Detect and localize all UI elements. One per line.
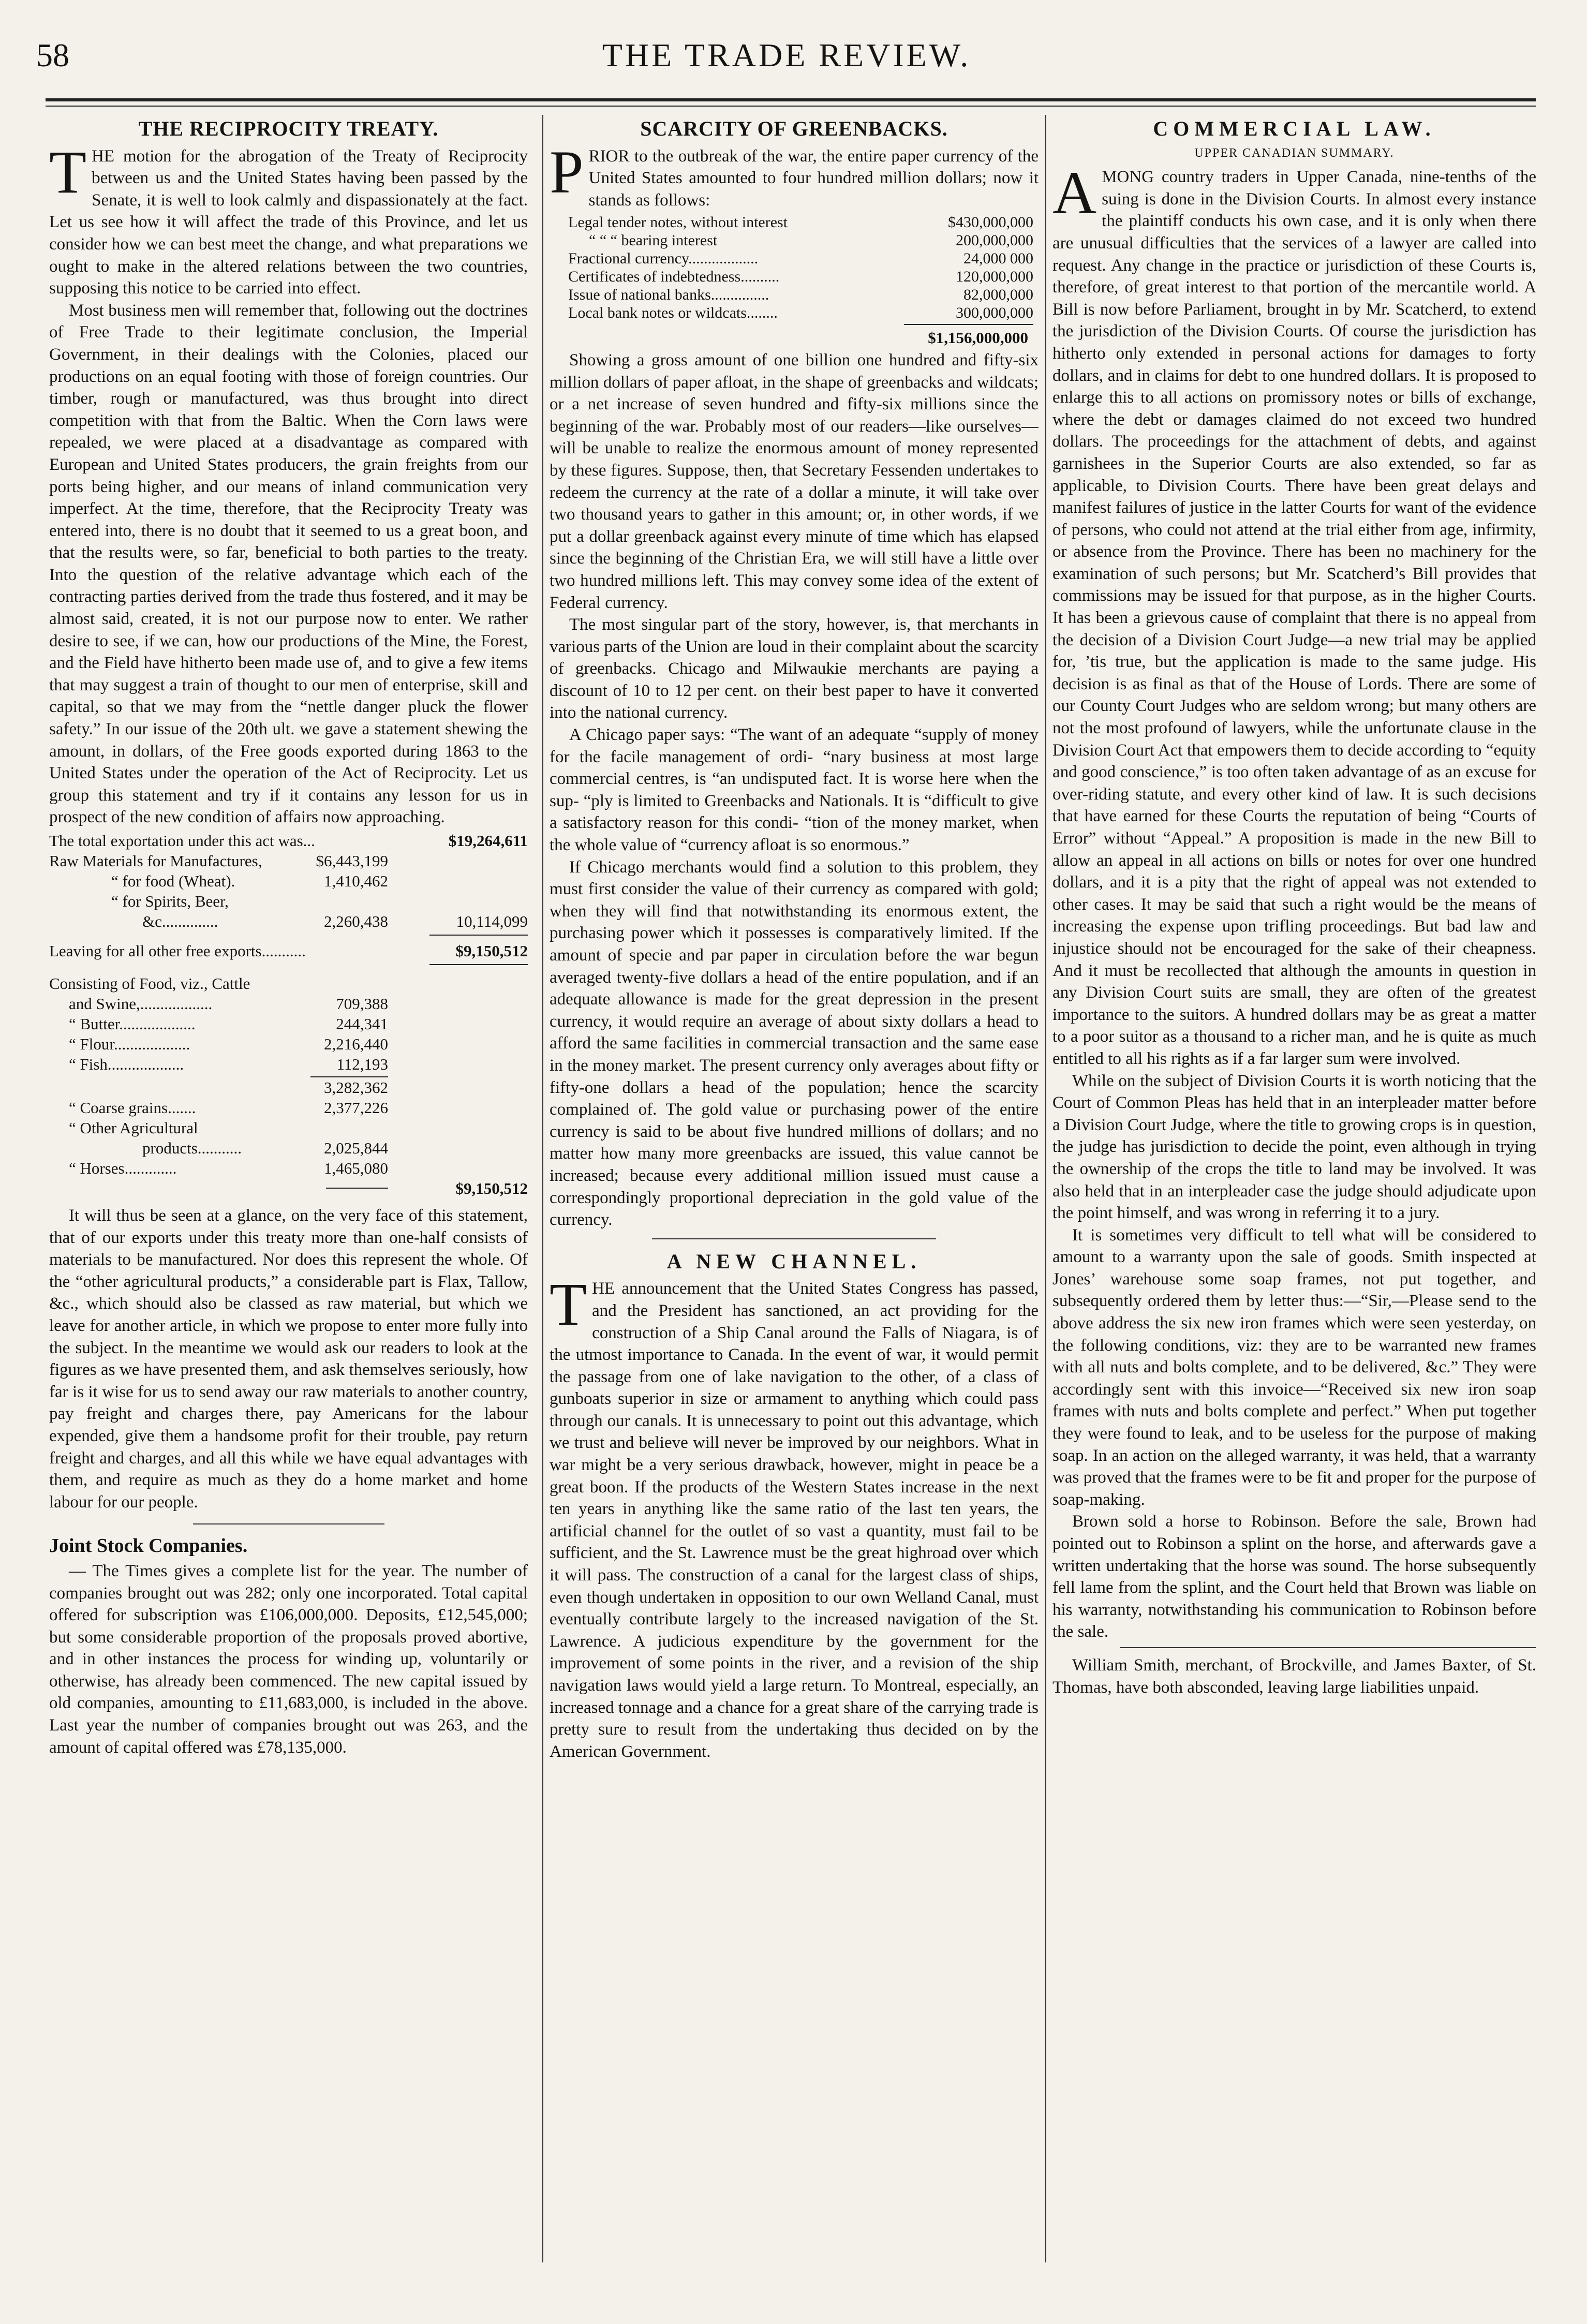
article-paragraph: William Smith, merchant, of Brockville, and James Baxter, of St. Thomas, have both absconded, leaving large liabilities unpaid. [1052, 1655, 1536, 1697]
column-divider [542, 115, 543, 2262]
ledger-row: Local bank notes or wildcats........ 300,000,000 [568, 304, 1033, 322]
column-left [49, 118, 528, 2266]
table-row: The total exportation under this act was... $19,264,611 [49, 832, 528, 850]
article-paragraph: PRIOR to the outbreak of the war, the entire paper currency of the United States amounted to four hundred million dollars; now it stands as follows: [550, 138, 1039, 210]
table-row: $9,150,512 [49, 1178, 528, 1198]
section-separator [652, 1238, 936, 1239]
ledger-rule [904, 324, 1033, 325]
table-row: “ Butter................... 244,341 [69, 1015, 388, 1033]
section-separator [193, 1523, 384, 1524]
table-row: Raw Materials for Manufactures, $6,443,199 [49, 852, 388, 870]
table-row: “ for Spirits, Beer, [111, 892, 229, 910]
table-row: Leaving for all other free exports........... $9,150,512 [49, 942, 528, 960]
table-row: 3,282,362 [324, 1078, 388, 1097]
page-header [36, 36, 1537, 88]
table-row: and Swine,.................. 709,388 [69, 995, 388, 1013]
ledger-row: Fractional currency.................. 24,000 000 [568, 250, 1033, 268]
section-separator [1120, 1647, 1536, 1648]
ledger-row: Issue of national banks............... 82,000,000 [568, 286, 1033, 304]
drop-cap: A [1052, 159, 1097, 227]
header-rule-thick [46, 98, 1536, 101]
article-paragraph: AMONG country traders in Upper Canada, nine-tenths of the suing is done in the Division Courts. In almost every instance the plaintiff conducts his own case, and it is only when there are unusual difficulties that the services of a lawyer are called into request. Any change in the practice or jurisdiction of these Courts is, therefore, of great interest to that portion of the mercantile world. A Bill is now before Parliament, brought in by Mr. Scatcherd, to extend the jurisdiction of the Division Courts. Of course the jurisdiction has hitherto only extended in personal actions for damages to forty dollars, and in claims for debt to one hundred dollars. It is proposed to enlarge this to all actions on promissory notes or bills of exchange, where the debt or damages claimed do not exceed two hundred dollars. The proceedings for the attachment of debts, and against garnishees in the Superior Courts are also extended, so far as applicable, to Division Courts. There have been great delays and manifest failures of justice in the latter Courts for want of the evidence of persons, who could not attend at the trial either from age, infirmity, or absence from the Province. There has been no machinery for the examination of such persons; but Mr. Scatcherd’s Bill provides that commissions may be issued for that purpose, as in the higher Courts. It has been a grievous cause of complaint that there is no appeal from the decision of a Division Court Judge—a new trial may be applied for, ’tis true, but the application is made to the same judge. His decision is as final as that of the House of Lords. There are some of our County Court Judges who are seldom wrong; but many others are not the most profound of lawyers, while the unfortunate clause in the Division Court Act that empowers them to decide according to “equity and good conscience,” is too often taken advantage of as an excuse for over-riding statute, and every other kind of law. It is such decisions that have earned for these Courts the reputation of being “Courts of Error” without “Appeal.” A proposition is made in the new Bill to allow an appeal in all actions on bills or notes for over one hundred dollars, and it is a pity that the right of appeal was not extended to other cases. It may be said that such a right would be the means of increasing the expense upon trifling proceedings. But bad law and injustice should not be encouraged for the sake of their cheapness. And it must be recollected that although the amounts in question in any Division Court suits are small, they are often of the greatest importance to the suitors. A hundred dollars may be as great a matter to a poor suitor as a thousand to a richer man, and he is quite as much entitled to all his rights as if a far larger sum were involved. [1052, 159, 1536, 1068]
ledger-row: “ “ “ bearing interest 200,000,000 [589, 232, 1033, 249]
table-rule [429, 935, 528, 936]
article-title-commercial-law: COMMERCIAL LAW. [1153, 118, 1436, 140]
article-paragraph: It will thus be seen at a glance, on the very face of this statement, that of our exports under this treaty more than one-half consists of materials to be manufactured. Nor does this represent the whole. Of the “other agricultural products,” a considerable part is Flax, Tallow, &c., which should also be classed as raw material, but which we leave for another article, in which we propose to enter more fully into the subject. In the meantime we would ask our readers to look at the figures as we have presented them, and ask themselves seriously, how far is it wise for us to send away our raw materials to another country, pay freight and charges there, pay Americans for the labour expended, give them a handsome profit for their trouble, pay return freight and charges, and all this while we have equal advantages with them, and require as much as they do a home market and home labour for our people. [49, 1206, 528, 1512]
article-paragraph: Brown sold a horse to Robinson. Before the sale, Brown had pointed out to Robinson a splint on the horse, and afterwards gave a written undertaking that the horse was sound. The horse subsequently fell lame from the splint, and the Court held that Brown was liable on his warranty, notwithstanding his communication to Robinson before the sale. [1052, 1512, 1536, 1641]
article-paragraph: THE announcement that the United States Congress has passed, and the President has sanctioned, an act providing for the construction of a Ship Canal around the Falls of Niagara, is of the utmost importance to Canada. In the event of war, it would permit the passage from one of lake navigation to the other, of a class of gunboats superior in size or armament to anything which could pass through our canals. It is unnecessary to point out this advantage, which we trust and believe will never be improved by our neighbors. What in war might be a very serious drawback, however, might in peace be a great boon. If the products of the Western States increase in the next ten years in anything like the same ratio of the last ten years, the artificial channel for the outlet of so vast a quantity, must fail to be sufficient, and the St. Lawrence must be the great highroad over which it will pass. The construction of a canal for the largest class of ships, even though undertaken in opposition to our own Welland Canal, must eventually contribute largely to the increased navigation of the St. Lawrence. A judicious expenditure by the government for the improvement of some points in the river, and a revision of the ship navigation laws would yield a large return. To Montreal, especially, an increased tonnage and a chance for a great share of the carrying trade is pretty sure to result from the undertaking thus decided on by the American Government. [550, 1270, 1039, 1761]
article-paragraph: Most business men will remember that, following out the doctrines of Free Trade to their legitimate conclusion, the Imperial Government, in their dealings with the Colonies, placed our productions on an equal footing with those of foreign countries. Our timber, rough or manufactured, was thus brought into direct competition with that from the Baltic. When the Corn laws were repealed, we were placed at a disadvantage as compared with European and United States producers, the grain freights from our ports being higher, and our means of inland communication very imperfect. At the time, therefore, that the Reciprocity Treaty was entered into, there is no doubt that it seemed to us a great boon, and that the results were, so far, beneficial to both parties to the treaty. Into the question of the relative advantage which each of the contracting parties derived from the trade thus fostered, and it may be almost said, created, it is not our purpose now to enter. We rather desire to see, if we can, how our productions of the Mine, the Forest, and the Field have hitherto been made use of, and to give a few items that may suggest a train of thought to our men of enterprise, skill and capital, so that we may from the “nettle danger pluck the flower safety.” In our issue of the 20th ult. we gave a statement shewing the amount, in dollars, of the Free goods exported during 1863 to the United States under the operation of the Act of Reciprocity. Let us group this statement and try if it contains any lesson for us in prospect of the new condition of affairs now approaching. [49, 301, 528, 827]
column-right [1052, 118, 1536, 2266]
article-paragraph: THE motion for the abrogation of the Treaty of Reciprocity between us and the United States having been passed by the Senate, it is well to look calmly and dispassionately at the fact. Let us see how it will affect the trade of this Province, and let us consider how we can best meet the change, and what preparations we ought to make in the altered relations between the two countries, supposing this notice to be carried into effect. [49, 138, 528, 298]
article-paragraph: Showing a gross amount of one billion one hundred and fifty-six million dollars of paper afloat, in the shape of greenbacks and wildcats; or a net increase of seven hundred and fifty-six millions since the beginning of the war. Probably most of our readers—like ourselves—will be unable to realize the enormous amount of money represented by these figures. Suppose, then, that Secretary Fessenden undertakes to redeem the currency at the rate of a dollar a minute, it will take over two thousand years to gather in this amount; or, in other words, if we put a dollar greenback against every minute of time which has elapsed since the beginning of the Christian Era, we will still have a little over two hundred millions left. This may convey some idea of the extent of Federal currency. [550, 350, 1039, 612]
table-row: “ Horses............. 1,465,080 [69, 1159, 388, 1177]
column-divider [1045, 115, 1046, 2262]
header-rule-thin [46, 106, 1536, 107]
section-title-joint-stock: Joint Stock Companies. [49, 1535, 248, 1557]
column-middle [550, 118, 1039, 2266]
table-row: “ Coarse grains....... 2,377,226 [69, 1099, 388, 1117]
ledger-row: Certificates of indebtedness.......... 120,000,000 [568, 268, 1033, 286]
article-paragraph: The most singular part of the story, however, is, that merchants in various parts of the Union are loud in their complaint about the scarcity of greenbacks. Chicago and Milwaukie merchants are paying a discount of 10 to 12 per cent. on their best paper to have it converted into the national currency. [550, 615, 1039, 722]
table-row: “ Fish................... 112,193 [69, 1055, 388, 1073]
drop-cap: T [550, 1270, 587, 1339]
publication-title: THE TRADE REVIEW. [602, 37, 971, 73]
table-row: “ Flour................... 2,216,440 [69, 1035, 388, 1053]
page-number: 58 [36, 37, 69, 73]
table-row: “ Other Agricultural [69, 1119, 198, 1137]
article-title-greenbacks: SCARCITY OF GREENBACKS. [640, 118, 948, 140]
drop-cap: T [49, 138, 87, 206]
article-paragraph: A Chicago paper says: “The want of an adequate “supply of money for the facile management of ordi- “nary business at most large commercial centres, is “an undisputed fact. It is worse here when the sup- “ply is limited to Greenbacks and Nationals. It is “difficult to give a satisfactory reason for this condi- “tion of the money market, when the whole value of “currency afloat is so enormous.” [550, 726, 1039, 855]
article-title-new-channel: A NEW CHANNEL. [666, 1249, 922, 1273]
ledger-total: $1,156,000,000 [928, 329, 1028, 347]
table-row: &c.............. 2,260,438 10,114,099 [142, 912, 528, 930]
drop-cap: P [550, 138, 584, 206]
currency-ledger [568, 213, 1033, 349]
article-paragraph: It is sometimes very difficult to tell what will be considered to amount to a warranty upon the sale of goods. Smith inspected at Jones’ warehouse some soap frames, not put together, and subsequently ordered them by letter thus:—“Sir,—Please send to the above address the six new iron frames which were seen yesterday, on the following conditions, viz: they are to be warranted new frames with all nuts and bolts complete, and to be delivered, &c.” They were accordingly sent with this invoice—“Received six new iron soap frames with nuts and bolts complete and perfect.” When put together they were found to leak, and to be useless for the purpose of making soap. In an action on the alleged warranty, it was held, that a warranty was proved that the frames were to be fit and proper for the purpose of soap-making. [1052, 1225, 1536, 1509]
article-subtitle: UPPER CANADIAN SUMMARY. [1194, 146, 1395, 160]
article-paragraph: If Chicago merchants would find a solution to this problem, they must first consider the value of their currency as compared with gold; when they will find that notwithstanding its enormous extent, the purchasing power which it possesses is comparatively limited. If the amount of specie and par paper in circulation before the war begun averaged twenty-five dollars a head of the entire population, and if an adequate allowance is made for the great depression in the present currency, it would require an average of about sixty dollars a head to afford the same facilities in commercial transaction and the same ease in the money market. The present currency only averages about fifty or fifty-one dollars a head of the population; hence the scarcity complained of. The gold value or purchasing power of the entire currency is said to be about five hundred millions of dollars; and no matter how many more greenbacks are issued, this value cannot be increased; because every additional million issued must cause a correspondingly proportional depreciation in the gold value of the currency. [550, 857, 1039, 1230]
article-title-reciprocity: THE RECIPROCITY TREATY. [138, 118, 439, 140]
table-row: “ for food (Wheat). 1,410,462 [111, 872, 388, 890]
table-row: products........... 2,025,844 [142, 1139, 388, 1157]
article-paragraph: While on the subject of Division Courts it is worth noticing that the Court of Common Pleas has held that in an interpleader matter before a Division Court Judge, where the title to growing crops is in question, the judge has jurisdiction to decide the point, even although in trying the ownership of the crops the title to land may be involved. It was also held that in an interpleader case the judge should adjudicate upon the point himself, and was wrong in referring it to a jury. [1052, 1071, 1536, 1223]
ledger-row: Legal tender notes, without interest $430,000,000 [568, 214, 1033, 231]
article-paragraph: — The Times gives a complete list for the year. The number of companies brought out was 282; only one incorporated. Total capital offered for subscription was £106,000,000. Deposits, £12,545,000; but some considerable proportion of the proposals proved abortive, and in other instances the process for winding up, voluntarily or otherwise, has already been commenced. The new capital issued by old companies, amounting to £11,683,000, is included in the above. Last year the number of companies brought out was 263, and the amount of capital offered was £78,135,000. [49, 1561, 528, 1757]
export-table [49, 831, 528, 1198]
table-rule [429, 964, 528, 965]
table-row: Consisting of Food, viz., Cattle [49, 974, 250, 993]
